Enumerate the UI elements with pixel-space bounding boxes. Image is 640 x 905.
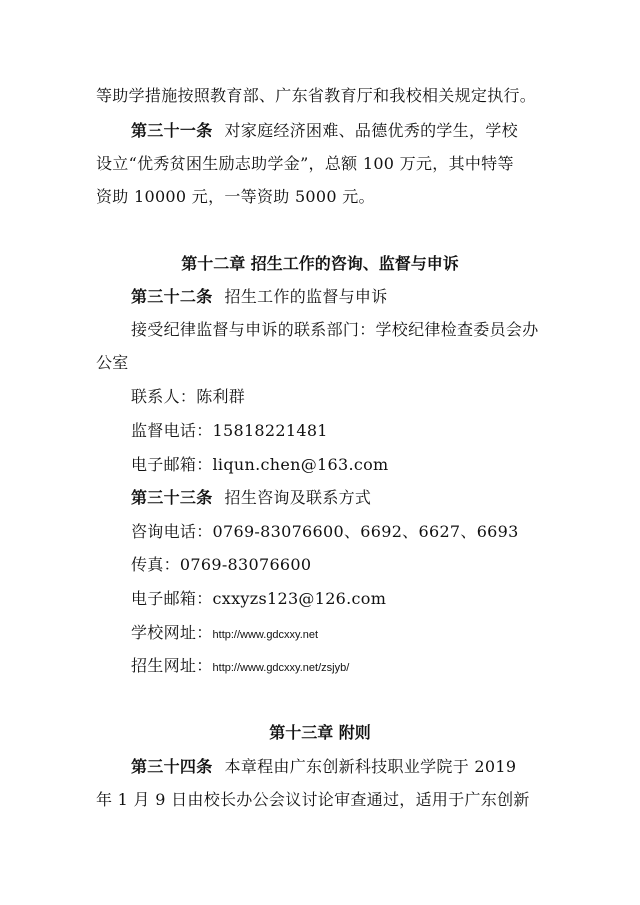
article-label: 第三十四条 [131,757,213,776]
article-text: 对家庭经济困难、品德优秀的学生，学校 [224,121,518,140]
admission-website [131,656,349,678]
contact-person: 联系人：陈利群 [131,387,246,406]
article-text: 招生工作的监督与申诉 [224,287,388,306]
school-website-label: 学校网址： [131,623,213,642]
article-32 [131,287,388,307]
article-34 [131,757,516,777]
supervision-email: 电子邮箱：liqun.chen@163.com [131,455,389,474]
fax: 传真：0769-83076600 [131,555,312,574]
paragraph-line: 资助 10000 元，一等资助 5000 元。 [96,187,375,206]
article-text: 招生咨询及联系方式 [224,488,372,507]
chapter-13-heading: 第十三章 附则 [269,723,371,742]
school-website [131,623,318,645]
school-website-link[interactable]: http://www.gdcxxy.net [212,629,319,641]
paragraph-line: 接受纪律监督与申诉的联系部门：学校纪律检查委员会办 [131,320,539,339]
inquiry-phone: 咨询电话：0769-83076600、6692、6627、6693 [131,522,519,541]
inquiry-email: 电子邮箱：cxxyzs123@126.com [131,589,387,608]
article-label: 第三十三条 [131,488,213,507]
admission-website-link[interactable]: http://www.gdcxxy.net/zsjyb/ [212,662,350,674]
article-33 [131,488,371,508]
paragraph-line: 年 1 月 9 日由校长办公会议讨论审查通过，适用于广东创新 [96,790,530,809]
supervision-phone: 监督电话：15818221481 [131,421,328,440]
admission-website-label: 招生网址： [131,656,213,675]
article-text: 本章程由广东创新科技职业学院于 2019 [224,757,517,776]
article-label: 第三十一条 [131,121,213,140]
article-label: 第三十二条 [131,287,213,306]
chapter-12-heading: 第十二章 招生工作的咨询、监督与申诉 [181,254,459,273]
paragraph-line: 等助学措施按照教育部、广东省教育厅和我校相关规定执行。 [96,86,537,105]
paragraph-line: 公室 [96,353,129,372]
paragraph-line: 设立“优秀贫困生励志助学金”，总额 100 万元，其中特等 [96,154,514,173]
article-31 [131,121,518,141]
